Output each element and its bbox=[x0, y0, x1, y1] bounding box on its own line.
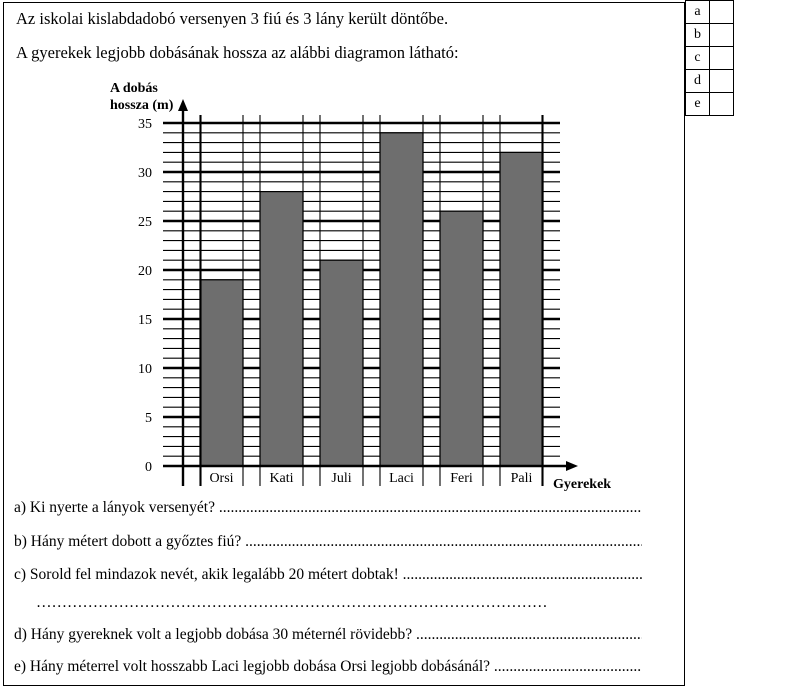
score-box-b[interactable] bbox=[710, 24, 734, 47]
bar-feri bbox=[440, 211, 483, 466]
y-tick-label: 35 bbox=[138, 117, 152, 132]
x-tick-label-juli: Juli bbox=[331, 471, 352, 486]
score-label-a: a bbox=[686, 1, 710, 24]
question-d: d) Hány gyereknek volt a legjobb dobása 30 méternél rövidebb? ..... bbox=[14, 626, 642, 644]
score-label-b: b bbox=[686, 24, 710, 47]
score-box-d[interactable] bbox=[710, 70, 734, 93]
intro-line-2: A gyerekek legjobb dobásának hossza az alábbi diagramon látható: bbox=[16, 43, 459, 62]
x-tick-label-orsi: Orsi bbox=[209, 471, 234, 486]
x-tick-label-laci: Laci bbox=[389, 471, 414, 486]
score-row-a bbox=[686, 1, 734, 24]
x-tick-label-feri: Feri bbox=[450, 471, 473, 486]
score-table bbox=[685, 0, 734, 116]
score-label-e: e bbox=[686, 93, 710, 116]
y-tick-label: 25 bbox=[138, 215, 152, 230]
question-b: b) Hány métert dobott a győztes fiú? ..... bbox=[14, 533, 642, 551]
question-a: a) Ki nyerte a lányok versenyét? ..... bbox=[14, 499, 642, 517]
bar-kati bbox=[260, 192, 303, 466]
y-tick-label: 20 bbox=[138, 264, 152, 279]
question-c: c) Sorold fel mindazok nevét, akik legalább 20 métert dobtak! ..... bbox=[14, 566, 642, 584]
intro-line-1: Az iskolai kislabdadobó versenyen 3 fiú és 3 lány került döntőbe. bbox=[16, 9, 449, 28]
y-tick-label: 30 bbox=[138, 166, 152, 181]
score-box-a[interactable] bbox=[710, 1, 734, 24]
question-c-answer-line: ……………………………………………………………………………………… bbox=[36, 594, 548, 611]
y-tick-label: 10 bbox=[138, 362, 152, 377]
y-tick-label: 0 bbox=[145, 460, 152, 475]
chart-vertical-gridlines bbox=[200, 115, 543, 486]
score-box-e[interactable] bbox=[710, 93, 734, 116]
score-label-c: c bbox=[686, 47, 710, 70]
bar-orsi bbox=[200, 280, 243, 466]
score-row-c bbox=[686, 47, 734, 70]
question-e: e) Hány méterrel volt hosszabb Laci legjobb dobása Orsi legjobb dobásánál? ..... bbox=[14, 658, 642, 676]
y-axis-label: A dobás hossza (m) bbox=[110, 81, 174, 113]
y-axis-arrow bbox=[178, 99, 188, 111]
score-row-e bbox=[686, 93, 734, 116]
bar-juli bbox=[320, 260, 363, 466]
y-tick-label: 15 bbox=[138, 313, 152, 328]
x-tick-label-kati: Kati bbox=[269, 471, 294, 486]
x-axis-label: Gyerekek bbox=[553, 477, 612, 492]
score-label-d: d bbox=[686, 70, 710, 93]
bar-laci bbox=[380, 133, 423, 466]
bar-pali bbox=[500, 152, 543, 466]
x-axis-arrow bbox=[566, 461, 578, 471]
score-row-b bbox=[686, 24, 734, 47]
score-box-c[interactable] bbox=[710, 47, 734, 70]
x-tick-label-pali: Pali bbox=[510, 471, 533, 486]
y-tick-label: 5 bbox=[145, 411, 152, 426]
score-row-d bbox=[686, 70, 734, 93]
